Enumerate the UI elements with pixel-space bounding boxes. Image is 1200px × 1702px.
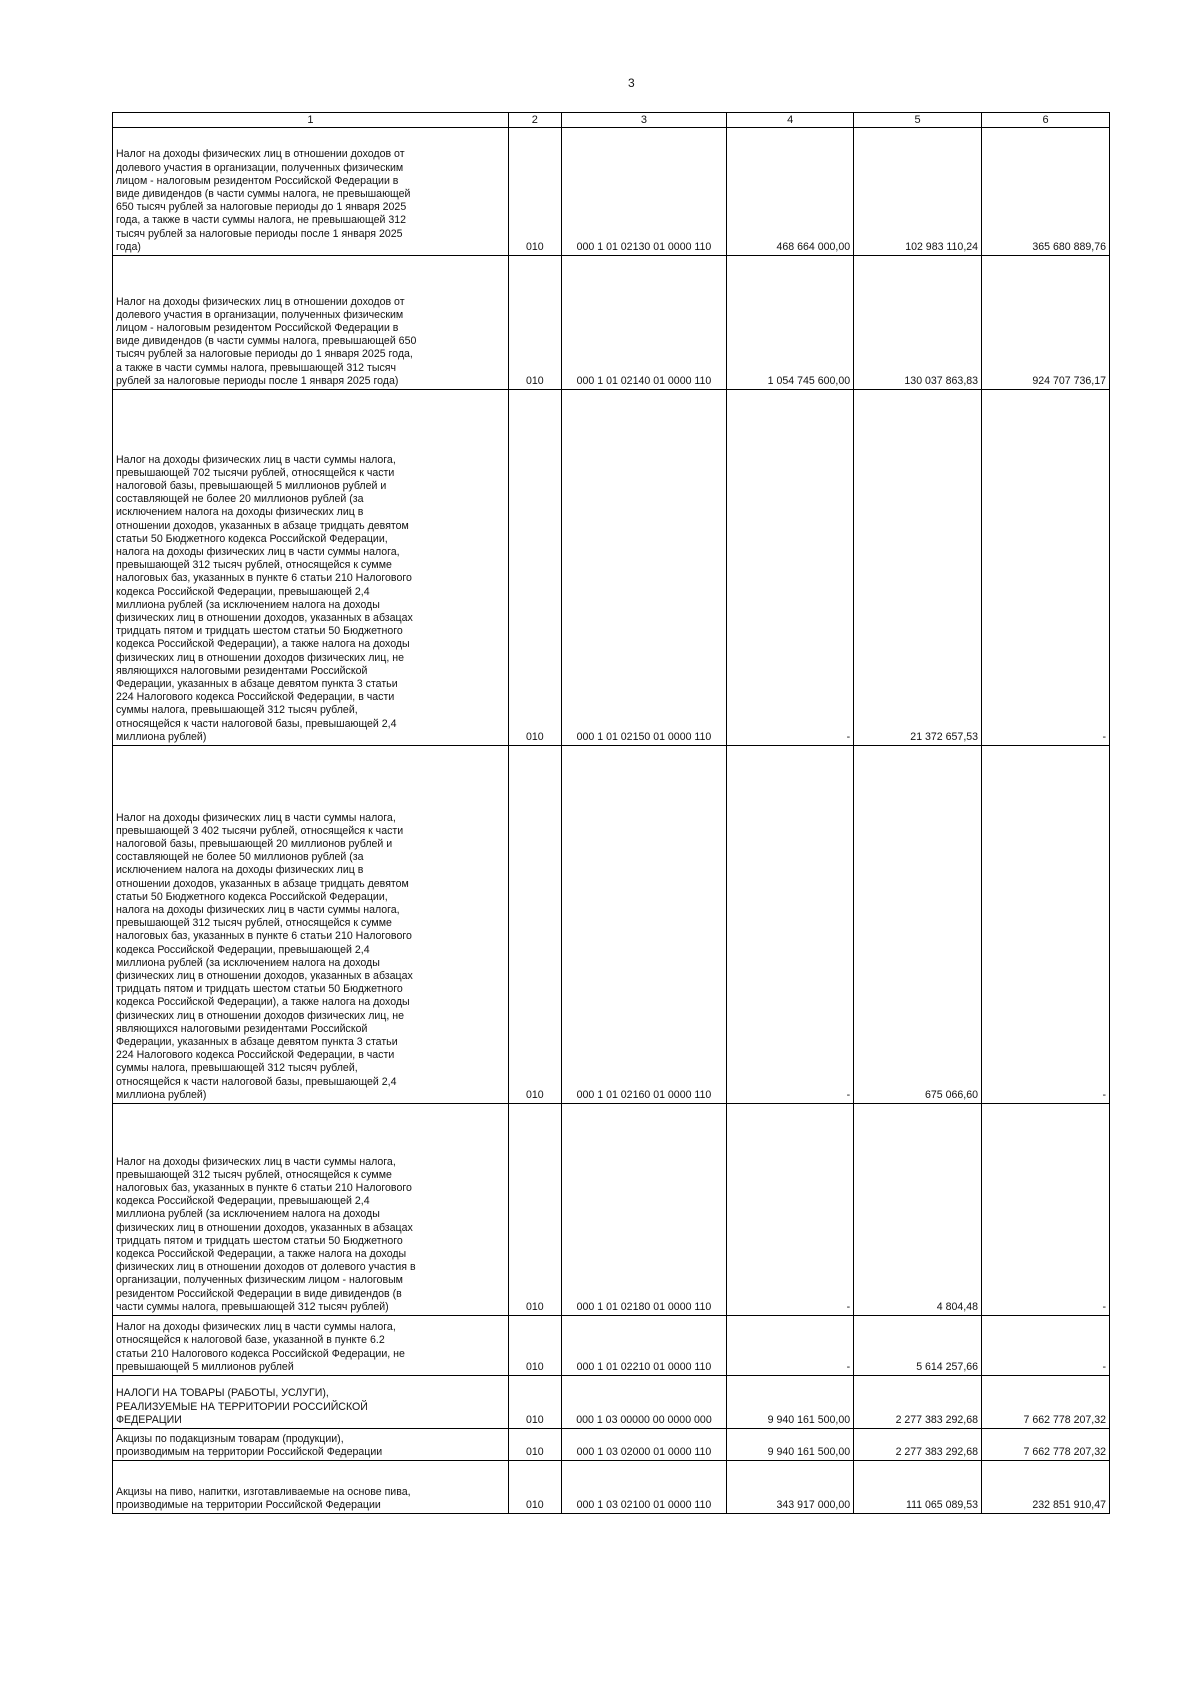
executed-amount: 102 983 110,24: [854, 128, 982, 256]
budget-classification-code: 000 1 01 02210 01 0000 110: [561, 1316, 726, 1376]
unexecuted-amount: 365 680 889,76: [982, 128, 1110, 256]
table-row: [113, 256, 1110, 390]
unexecuted-amount: 924 707 736,17: [982, 256, 1110, 390]
approved-amount: 468 664 000,00: [727, 128, 854, 256]
budget-classification-code: 000 1 01 02140 01 0000 110: [561, 256, 726, 390]
line-code: 010: [508, 1461, 561, 1514]
approved-amount: -: [727, 1316, 854, 1376]
column-header-6: 6: [982, 113, 1110, 128]
line-code: 010: [508, 746, 561, 1104]
unexecuted-amount: 7 662 778 207,32: [982, 1376, 1110, 1429]
line-code: 010: [508, 128, 561, 256]
approved-amount: 9 940 161 500,00: [727, 1429, 854, 1461]
line-code: 010: [508, 1316, 561, 1376]
executed-amount: 111 065 089,53: [854, 1461, 982, 1514]
approved-amount: 9 940 161 500,00: [727, 1376, 854, 1429]
budget-classification-code: 000 1 03 02000 01 0000 110: [561, 1429, 726, 1461]
indicator-name: Налог на доходы физических лиц в части суммы налога, превышающей 702 тысячи рублей, относящейся к части налоговой базы, превышающей 5 миллионов рублей и составляющей не более 20 миллионов рублей (за исключением налога на доходы физических лиц в отношении доходов, указанных в абзаце тридцать девятом статьи 50 Бюджетного кодекса Российской Федерации, налога на доходы физических лиц в части суммы налога, превышающей 312 тысяч рублей, относящейся к сумме налоговых баз, указанных в пункте 6 статьи 210 Налогового кодекса Российской Федерации, превышающей 2,4 миллиона рублей (за исключением налога на доходы физических лиц в отношении доходов, указанных в абзацах тридцать пятом и тридцать шестом статьи 50 Бюджетного кодекса Российской Федерации), а также налога на доходы физических лиц в отношении доходов физических лиц, не являющихся налоговыми резидентами Российской Федерации, указанных в абзаце девятом пункта 3 статьи 224 Налогового кодекса Российской Федерации, в части суммы налога, превышающей 312 тысяч рублей, относящейся к части налоговой базы, превышающей 2,4 миллиона рублей): [113, 390, 509, 746]
unexecuted-amount: 7 662 778 207,32: [982, 1429, 1110, 1461]
budget-classification-code: 000 1 01 02180 01 0000 110: [561, 1104, 726, 1316]
line-code: 010: [508, 390, 561, 746]
executed-amount: 5 614 257,66: [854, 1316, 982, 1376]
approved-amount: -: [727, 746, 854, 1104]
table-header-row: [113, 113, 1110, 128]
table-row: [113, 128, 1110, 256]
budget-classification-code: 000 1 03 00000 00 0000 000: [561, 1376, 726, 1429]
approved-amount: -: [727, 1104, 854, 1316]
column-header-1: 1: [113, 113, 509, 128]
indicator-name: Налог на доходы физических лиц в отношении доходов от долевого участия в организации, полученных физическим лицом - налоговым резидентом Российской Федерации в виде дивидендов (в части суммы налога, не превышающей 650 тысяч рублей за налоговые периоды до 1 января 2025 года, а также в части суммы налога, не превышающей 312 тысяч рублей за налоговые периоды после 1 января 2025 года): [113, 128, 509, 256]
column-header-2: 2: [508, 113, 561, 128]
indicator-name: Акцизы на пиво, напитки, изготавливаемые на основе пива, производимые на территории Российской Федерации: [113, 1461, 509, 1514]
page-number: 3: [628, 76, 635, 90]
executed-amount: 675 066,60: [854, 746, 982, 1104]
indicator-name: Акцизы по подакцизным товарам (продукции), производимым на территории Российской Федерации: [113, 1429, 509, 1461]
unexecuted-amount: -: [982, 1316, 1110, 1376]
table-row: [113, 1461, 1110, 1514]
approved-amount: 1 054 745 600,00: [727, 256, 854, 390]
budget-classification-code: 000 1 01 02130 01 0000 110: [561, 128, 726, 256]
table-row: [113, 1316, 1110, 1376]
unexecuted-amount: 232 851 910,47: [982, 1461, 1110, 1514]
approved-amount: 343 917 000,00: [727, 1461, 854, 1514]
table-row: [113, 1104, 1110, 1316]
indicator-name: Налог на доходы физических лиц в отношении доходов от долевого участия в организации, полученных физическим лицом - налоговым резидентом Российской Федерации в виде дивидендов (в части суммы налога, превышающей 650 тысяч рублей за налоговые периоды до 1 января 2025 года, а также в части суммы налога, превышающей 312 тысяч рублей за налоговые периоды после 1 января 2025 года): [113, 256, 509, 390]
indicator-name: Налог на доходы физических лиц в части суммы налога, превышающей 312 тысяч рублей, относящейся к сумме налоговых баз, указанных в пункте 6 статьи 210 Налогового кодекса Российской Федерации, превышающей 2,4 миллиона рублей (за исключением налога на доходы физических лиц в отношении доходов, указанных в абзацах тридцать пятом и тридцать шестом статьи 50 Бюджетного кодекса Российской Федерации, а также налога на доходы физических лиц в отношении доходов от долевого участия в организации, полученных физическим лицом - налоговым резидентом Российской Федерации в виде дивидендов (в части суммы налога, превышающей 312 тысяч рублей): [113, 1104, 509, 1316]
budget-classification-code: 000 1 01 02150 01 0000 110: [561, 390, 726, 746]
executed-amount: 2 277 383 292,68: [854, 1429, 982, 1461]
unexecuted-amount: -: [982, 746, 1110, 1104]
unexecuted-amount: -: [982, 390, 1110, 746]
table-row: [113, 1429, 1110, 1461]
indicator-name: Налог на доходы физических лиц в части суммы налога, относящейся к налоговой базе, указанной в пункте 6.2 статьи 210 Налогового кодекса Российской Федерации, не превышающей 5 миллионов рублей: [113, 1316, 509, 1376]
line-code: 010: [508, 1104, 561, 1316]
budget-classification-code: 000 1 03 02100 01 0000 110: [561, 1461, 726, 1514]
executed-amount: 21 372 657,53: [854, 390, 982, 746]
table-row: [113, 746, 1110, 1104]
column-header-4: 4: [727, 113, 854, 128]
indicator-name: НАЛОГИ НА ТОВАРЫ (РАБОТЫ, УСЛУГИ), РЕАЛИЗУЕМЫЕ НА ТЕРРИТОРИИ РОССИЙСКОЙ ФЕДЕРАЦИИ: [113, 1376, 509, 1429]
executed-amount: 130 037 863,83: [854, 256, 982, 390]
line-code: 010: [508, 1376, 561, 1429]
line-code: 010: [508, 256, 561, 390]
table-row: [113, 1376, 1110, 1429]
table-row: [113, 390, 1110, 746]
executed-amount: 2 277 383 292,68: [854, 1376, 982, 1429]
budget-classification-code: 000 1 01 02160 01 0000 110: [561, 746, 726, 1104]
unexecuted-amount: -: [982, 1104, 1110, 1316]
executed-amount: 4 804,48: [854, 1104, 982, 1316]
column-header-5: 5: [854, 113, 982, 128]
approved-amount: -: [727, 390, 854, 746]
line-code: 010: [508, 1429, 561, 1461]
column-header-3: 3: [561, 113, 726, 128]
indicator-name: Налог на доходы физических лиц в части суммы налога, превышающей 3 402 тысячи рублей, относящейся к части налоговой базы, превышающей 20 миллионов рублей и составляющей не более 50 миллионов рублей (за исключением налога на доходы физических лиц в отношении доходов, указанных в абзаце тридцать девятом статьи 50 Бюджетного кодекса Российской Федерации, налога на доходы физических лиц в части суммы налога, превышающей 312 тысяч рублей, относящейся к сумме налоговых баз, указанных в пункте 6 статьи 210 Налогового кодекса Российской Федерации, превышающей 2,4 миллиона рублей (за исключением налога на доходы физических лиц в отношении доходов, указанных в абзацах тридцать пятом и тридцать шестом статьи 50 Бюджетного кодекса Российской Федерации), а также налога на доходы физических лиц в отношении доходов физических лиц, не являющихся налоговыми резидентами Российской Федерации, указанных в абзаце девятом пункта 3 статьи 224 Налогового кодекса Российской Федерации, в части суммы налога, превышающей 312 тысяч рублей, относящейся к части налоговой базы, превышающей 2,4 миллиона рублей): [113, 746, 509, 1104]
budget-report-table: [112, 112, 1110, 1514]
